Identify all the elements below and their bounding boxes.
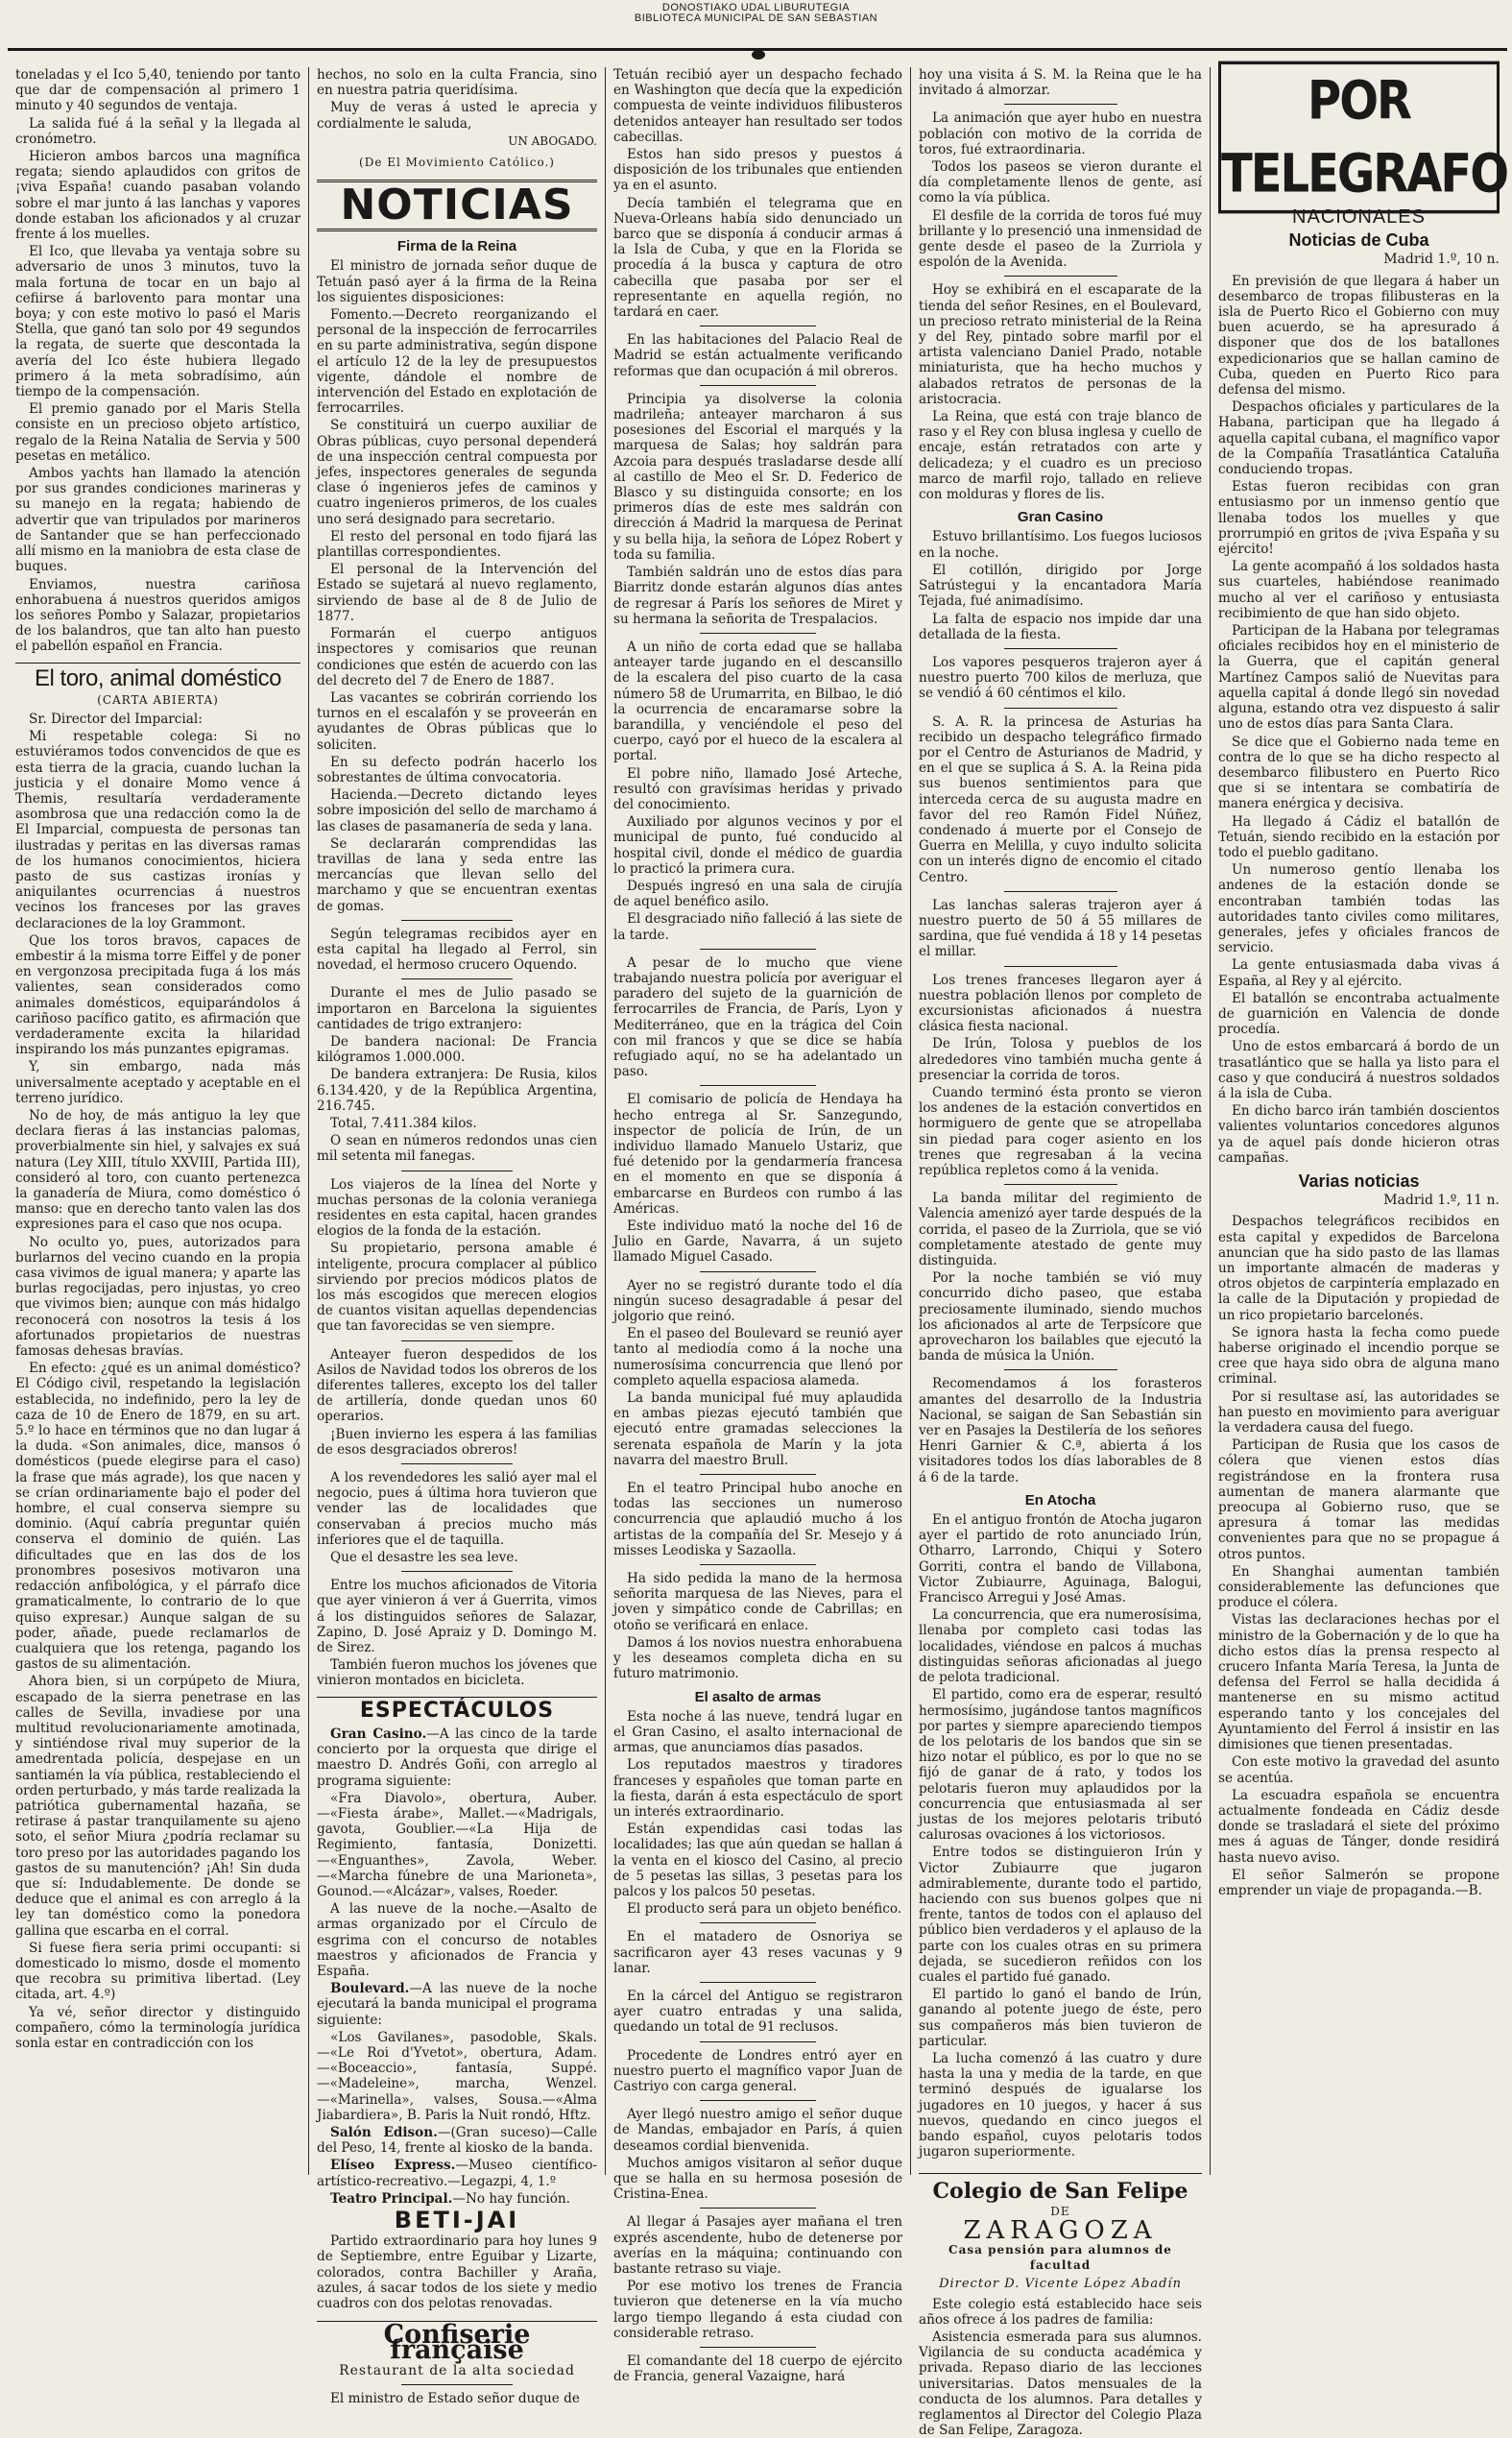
paragraph: Enviamos, nuestra cariñosa enhorabuena á nuestros queridos amigos los señores Pombo y Salazar, propietarios de los balandros, que tan alto han puesto el pabellón español en Francia. bbox=[15, 576, 300, 655]
separator bbox=[700, 1982, 815, 1983]
listing-head: Gran Casino. bbox=[330, 1726, 427, 1742]
paragraph: El cotillón, dirigido por Jorge Satrústegui y la encantadora María Tejada, fué animadísimo. bbox=[919, 562, 1202, 610]
paragraph: Con este motivo la gravedad del asunto se acentúa. bbox=[1218, 1754, 1500, 1786]
paragraph: La salida fué á la señal y la llegada al cronómetro. bbox=[15, 115, 300, 147]
paragraph: Estuvo brillantísimo. Los fuegos luciosos en la noche. bbox=[919, 529, 1202, 561]
paragraph: La Reina, que está con traje blanco de raso y el Rey con blusa inglesa y cuello de encaje, están retratados con arte y delicadeza; y el cuadro es un precioso marco de marfil rojo, tallado en relieve con molduras y flores de lis. bbox=[919, 409, 1202, 503]
separator bbox=[700, 1085, 815, 1086]
paragraph: Anteayer fueron despedidos de los Asilos de Navidad todos los obreros de los diferentes talleres, excepto los del taller de artillería, donde quedan unos 60 operarios. bbox=[317, 1346, 597, 1425]
salutation: Sr. Director del Imparcial: bbox=[29, 711, 203, 727]
paragraph: También saldrán uno de estos días para Biarritz donde estarán algunos días antes de regresar á París los señores de Miret y su hermana la señorita de Trespalacios. bbox=[613, 565, 902, 627]
separator bbox=[1004, 891, 1117, 892]
paragraph: Según telegramas recibidos ayer en esta capital ha llegado al Ferrol, sin novedad, el hermoso crucero Oquendo. bbox=[317, 926, 597, 974]
paragraph: Entre los muchos aficionados de Vitoria que ayer vinieron á ver á Guerrita, vimos á los distinguidos señores de Salazar, Zapino, D. José Apraiz y D. Domingo M. de Sirez. bbox=[317, 1578, 597, 1656]
column-2 bbox=[308, 67, 605, 2406]
paragraph: Entre todos se distinguieron Irún y Victor Zubiaurre que jugaron admirablemente, durante todo el partido, haciendo con sus buenos golpes que ni frente, tantos de todos con el aplauso del público bien verdaderos y el aplauso de la parte con los cuales otras en su primera dejada, se sucedieron reñidos con los cuales el partido fué ganado. bbox=[919, 1845, 1202, 1985]
column-4 bbox=[910, 67, 1210, 2438]
separator bbox=[1004, 708, 1117, 709]
paragraph: El señor Salmerón se propone emprender un viaje de propaganda.—B. bbox=[1218, 1867, 1500, 1898]
paragraph: O sean en números redondos unas cien mil setenta mil fanegas. bbox=[317, 1133, 597, 1165]
listing-text: —A las nueve de la noche ejecutará la banda municipal el programa siguiente: bbox=[317, 1981, 597, 2028]
paragraph: Mi respetable colega: Si no estuviéramos todos convencidos de que es esta tierra de la gracia, cuando luchan la justicia y el donaire Momo vence á Themis, resultaría verdaderamente asombrosa que una redacción como la de El Imparcial, compuesta de personas tan ilustradas y peritas en las diversas ramas de los humanos conocimientos, hiciera pasto de sus castizas ironías y aniquilantes ocurrencias á nuestros vecinos los franceses por las graves declaraciones de la loy Grammont. bbox=[15, 729, 300, 931]
header-ornament-icon bbox=[752, 50, 765, 60]
paragraph: Un numeroso gentío llenaba los andenes de la estación donde se encontraban también todas las autoridades tanto civiles como militares, generales, jefes y oficiales francos de servicio. bbox=[1218, 862, 1500, 956]
separator bbox=[700, 1564, 815, 1565]
separator bbox=[401, 1463, 514, 1464]
paragraph: De bandera nacional: De Francia kilógramos 1.000.000. bbox=[317, 1033, 597, 1066]
paragraph: En dicho barco irán también doscientos valientes voluntarios concedores algunos ya de aquel país donde hicieron otras campañas. bbox=[1218, 1103, 1500, 1166]
listing-text: —Museo científico-artístico-recreativo.—Legazpi, 4, 1.º bbox=[317, 2158, 597, 2189]
listing-head: Elíseo Express. bbox=[330, 2158, 456, 2174]
paragraph: Que los toros bravos, capaces de embestir á la misma torre Eiffel y de poner en vergonzosa precipitada fuga á los más valientes, sean considerados como animales domésticos, equiparándolos á cariñoso pacífico gatito, es afirmación que verdaderamente excita la hilaridad inspirando los más punzantes epigramas. bbox=[15, 932, 300, 1058]
casino-title: Gran Casino bbox=[1017, 509, 1104, 526]
separator bbox=[1004, 104, 1117, 105]
paragraph: Por ese motivo los trenes de Francia tuvieron que detenerse en la vía mucho largo tiempo llegando á esta ciudad con considerable retraso. bbox=[613, 2279, 902, 2341]
confiserie-subtitle: Restaurant de la alta sociedad bbox=[339, 2362, 575, 2378]
separator bbox=[700, 2347, 815, 2348]
paragraph: Se ignora hasta la fecha como puede haberse originado el incendio porque se cree que haya sido obra de alguna mano criminal. bbox=[1218, 1324, 1500, 1388]
paragraph: Ha sido pedida la mano de la hermosa señorita marquesa de las Nieves, para el joven y simpático conde de Cabrillas; en otoño se verificará en enlace. bbox=[613, 1571, 902, 1633]
paragraph: Asistencia esmerada para sus alumnos. Vigilancia de su conducta académica y privada. Repaso diario de las lecciones universitarias. Datos mensuales de la conducta de los alumnos. Para detalles y reglamentos al Director del Colegio Plaza de San Felipe, Zaragoza. bbox=[919, 2329, 1202, 2438]
paragraph: En previsión de que llegara á haber un desembarco de tropas filibusteras en la isla de Puerto Rico el Gobierno con muy buen acuerdo, se ha apresurado á disponer que dos de los batallones expedicionarios que se hallan camino de Cuba, queden en Puerto Rico para defensa del mismo. bbox=[1218, 273, 1500, 398]
paragraph: La gente acompañó á los soldados hasta sus cuarteles, habiéndose reanimado mucho al ver el cariñoso y entusiasta recibimiento de que han sido objeto. bbox=[1218, 559, 1500, 621]
paragraph: ¡Buen invierno les espera á las familias de esos desgraciados obreros! bbox=[317, 1426, 597, 1458]
paragraph: Principia ya disolverse la colonia madrileña; anteayer marcharon á sus posesiones del Escorial el marqués y la marquesa de Salas; hoy saldrán para Azcoia para después trasladarse desde allí al castillo de Meo el Sr. D. Federico de Blasco y su distinguida consorte; en los primeros días de este mes saldrán con dirección á Madrid la marquesa de Perinat y su bella hija, la señora de López Robert y toda su familia. bbox=[613, 391, 902, 563]
paragraph: Ayer no se registró durante todo el día ningún suceso desagradable á pesar del jolgorio que reinó. bbox=[613, 1277, 902, 1325]
separator bbox=[401, 978, 514, 979]
paragraph: Formarán el cuerpo antiguos inspectores y comisarios que reunan condiciones que estén de acuerdo con las del decreto del 7 de Enero de 1887. bbox=[317, 626, 597, 688]
paragraph: La animación que ayer hubo en nuestra población con motivo de la corrida de toros, fué extraordinaria. bbox=[919, 110, 1202, 157]
colegio-title: Colegio de San Felipe bbox=[919, 2173, 1202, 2199]
paragraph: Están expendidas casi todas las localidades; las que aún quedan se hallan á la venta en el kiosco del Casino, al precio de 5 pesetas las sillas, 3 pesetas para los palcos y los palcos 50 pesetas. bbox=[613, 1822, 902, 1899]
paragraph: Que el desastre les sea leve. bbox=[330, 1550, 518, 1566]
article-title-toro: El toro, animal doméstico bbox=[15, 663, 300, 687]
separator bbox=[700, 949, 815, 950]
paragraph: Se declararán comprendidas las travillas de lana y seda entre las mercancías que llevan sello del marchamo y que se encuentran exentas de gomas. bbox=[317, 835, 597, 914]
paragraph: «Los Gavilanes», pasodoble, Skals.—«Le Roi d'Yvetot», obertura, Adam.—«Boceaccio», fantasía, Suppé.—«Madeleine», marcha, Wenzel.—«Marinella», valses, Sousa.—«Alma Jiabardiera», B. Paris la Nuit rondó, Hftz. bbox=[317, 2029, 597, 2123]
paragraph: Se constituirá un cuerpo auxiliar de Obras públicas, cuyo personal dependerá de una inspección central compuesta por jefes, inspectores generales de segunda clase ó ingenieros jefes de caminos y cuatro ingenieros primeros, de los cuales uno será designado para secretario. bbox=[317, 418, 597, 527]
paragraph: Los viajeros de la línea del Norte y muchas personas de la colonia veraniega residentes en esta capital, hacen grandes elogios de la fonda de la estación. bbox=[317, 1176, 597, 1240]
paragraph: Procedente de Londres entró ayer en nuestro puerto el magnífico vapor Juan de Castriyo con carga general. bbox=[613, 2047, 902, 2094]
varias-title: Varias noticias bbox=[1298, 1171, 1420, 1191]
separator bbox=[700, 633, 815, 634]
paragraph: A las nueve de la noche.—Asalto de armas organizado por el Círculo de esgrima con el concurso de notables maestros y aficionados de Francia y España. bbox=[317, 1901, 597, 1979]
paragraph: El premio ganado por el Maris Stella consiste en un precioso objeto artístico, regalo de la Reina Natalia de Servia y 500 pesetas en metálico. bbox=[15, 401, 300, 464]
separator bbox=[1004, 1184, 1117, 1185]
paragraph: De bandera extranjera: De Rusia, kilos 6.134.420, y de la República Argentina, 216.745. bbox=[317, 1067, 597, 1114]
separator bbox=[401, 2384, 514, 2385]
colegio-director: Director D. Vicente López Abadín bbox=[939, 2277, 1182, 2292]
paragraph: El personal de la Intervención del Estado se sujetará al nuevo reglamento, sirviendo de base al de 8 de Julio de 1877. bbox=[317, 562, 597, 624]
newspaper-page bbox=[8, 67, 1508, 2438]
paragraph: En las habitaciones del Palacio Real de Madrid se están actualmente verificando reformas que dan ocupación á mil obreros. bbox=[613, 332, 902, 379]
paragraph: A pesar de lo mucho que viene trabajando nuestra policía por averiguar el paradero del sujeto de la guarnición de ferrocarriles de Francia, de París, Lyon y Mediterráneo, que en la trágica del Coin con mil francos y que se dice se había refugiado aquí, no se ha adelantado un paso. bbox=[613, 954, 902, 1080]
listing-head: Salón Edison. bbox=[330, 2124, 438, 2140]
espectaculos-title: ESPECTÁCULOS bbox=[317, 1697, 597, 1719]
paragraph: Este individuo mató la noche del 16 de Julio en Garde, Navarra, á un sujeto llamado Miguel Casado. bbox=[613, 1219, 902, 1266]
paragraph: Ambos yachts han llamado la atención por sus grandes condiciones marineras y su manejo en la regata; habiendo de advertir que van tripulados por marineros de Santander que se han perfeccionado allí mismo en la maniobra de esta clase de buques. bbox=[15, 466, 300, 575]
paragraph: Fomento.—Decreto reorganizando el personal de la inspección de ferrocarriles en su parte administrativa, según dispone el artículo 12 de la ley de presupuestos vigente, dándole el nombre de intervención del Estado en explotación de ferrocarriles. bbox=[317, 307, 597, 417]
paragraph: La falta de espacio nos impide dar una detallada de la fiesta. bbox=[919, 611, 1202, 642]
separator bbox=[700, 1922, 815, 1923]
separator bbox=[401, 1571, 514, 1572]
paragraph: Cuando terminó ésta pronto se vieron los andenes de la estación convertidos en hormiguero de gente que se atropellaba sin piedad para coger asiento en los trenes que regresaban á la vecina república repletos como á la venida. bbox=[919, 1084, 1202, 1178]
dateline: Madrid 1.º, 11 n. bbox=[1383, 1193, 1500, 1209]
cuba-title: Noticias de Cuba bbox=[1288, 230, 1429, 251]
separator bbox=[700, 1271, 815, 1272]
paragraph: El comandante del 18 cuerpo de ejército de Francia, general Vazaigne, hará bbox=[613, 2354, 902, 2385]
paragraph: Despachos telegráficos recibidos en esta capital y expedidos de Barcelona anuncian que ha sido pasto de las llamas un importante almacén de maderas y otros objetos de carpintería emplazado en la calle de la Diputación y propiedad de un rico propietario barcelonés. bbox=[1218, 1214, 1500, 1323]
paragraph: De Irún, Tolosa y pueblos de los alrededores vino también mucha gente á presenciar la corrida de toros. bbox=[919, 1036, 1202, 1083]
listing-text: —No hay función. bbox=[452, 2190, 570, 2207]
paragraph: El desfile de la corrida de toros fué muy brillante y lo presenció una inmensidad de gente desde el paseo de la Zurriola y espolón de la Avenida. bbox=[919, 207, 1202, 271]
paragraph: hechos, no solo en la culta Francia, sino en nuestra patria queridísima. bbox=[317, 67, 597, 99]
paragraph: Ya vé, señor director y distinguido compañero, cómo la terminología jurídica sonla estar en contradicción con los bbox=[15, 2004, 300, 2051]
asalto-title: El asalto de armas bbox=[694, 1688, 822, 1705]
paragraph: El comisario de policía de Hendaya ha hecho entrega al Sr. Sanzegundo, inspector de policía de Irún, de un individuo llamado Manuelo Ustariz, que fué detenido por la gendarmería francesa en el momento en que se disponía á embarcarse en Burdeos con rumbo á las Américas. bbox=[613, 1092, 902, 1217]
firma-title: Firma de la Reina bbox=[396, 238, 517, 255]
nacionales-subtitle: NACIONALES bbox=[1292, 206, 1426, 228]
separator bbox=[700, 2041, 815, 2042]
archive-stamp bbox=[0, 3, 1512, 24]
paragraph: «Fra Diavolo», obertura, Auber.—«Fiesta árabe», Mallet.—«Madrigals, gavota, Goublier.—«La Hija de Regimiento, fantasía, Donizetti.—«Enguanthes», Zavola, Weber.—«Marcha fúnebre de una Marioneta», Gounod.—«Alcázar», valses, Roeder. bbox=[317, 1790, 597, 1899]
atocha-title: En Atocha bbox=[1024, 1491, 1096, 1509]
paragraph: Su propietario, persona amable é inteligente, procura complacer al público sirviendo por precios módicos platos de los más escogidos que merecen elogios de cuantos visitan aquellas dependencias que tan favorecidas se ven siempre. bbox=[317, 1241, 597, 1335]
paragraph: Recomendamos á los forasteros amantes del desarrollo de la Industria Nacional, se saigan de San Sebastián sin ver en Pasajes la Destilería de los señores Henri Garnier & C.ª, abierta á los visitadores todos los días laborables de 8 á 6 de la tarde. bbox=[919, 1376, 1202, 1485]
paragraph: Ha llegado á Cádiz el batallón de Tetuán, siendo recibido en la estación por todo el pueblo gaditano. bbox=[1218, 813, 1500, 860]
paragraph: No oculto yo, pues, autorizados para burlarnos del vecino cuando en la propia casa vivimos de igual manera; y aparte las burlas regocijadas, pero injustas, yo creo que vivimos bien; aunque con más hidalgo reconocerá con nosotros la tesis á los afortunados propietarios de nuestras famosas dehesas bravías. bbox=[15, 1234, 300, 1360]
paragraph: Estas fueron recibidas con gran entusiasmo por un inmenso gentío que llenaba todos los muelles y que prorrumpió en gritos de ¡viva España y su ejército! bbox=[1218, 479, 1500, 558]
separator bbox=[1004, 276, 1117, 277]
paragraph: La concurrencia, que era numerosísima, llenaba por completo casi todas las localidades, viéndose en palcos á muchas distinguidas señoras aficionadas al juego de pelota tradicional. bbox=[919, 1607, 1202, 1686]
paragraph: La banda municipal fué muy aplaudida en ambas piezas ejecutó también que ejecutó entre gramadas selecciones la serenata española de Marín y la jota navarra del maestro Brull. bbox=[613, 1390, 902, 1468]
paragraph: Todos los paseos se vieron durante el día completamente llenos de gente, así como la vía pública. bbox=[919, 159, 1202, 206]
paragraph: Después ingresó en una sala de cirujía de aquel benéfico asilo. bbox=[613, 878, 902, 910]
paragraph: La lucha comenzó á las cuatro y dure hasta la una y media de la tarde, en que terminó después de igualarse los jugadores en 10 juegos, y hacer á sus nuevos, quedando en cinco juegos el bando español, cuyos pelotaris todos jugaron superiormente. bbox=[919, 2050, 1202, 2160]
confiserie-title: Confiserie française bbox=[317, 2321, 597, 2358]
paragraph: En efecto: ¿qué es un animal doméstico? El Código civil, respetando la legislación establecida, no indefinido, pero la ley de caza de 10 de Enero de 1879, en su art. 5.º lo hace en términos que no dan lugar á la duda. «Son animales, dice, mansos ó domésticos (puede elegirse para el caso) la frase que más agrade), los que nacen y se crían ordinariamente bajo el poder del hombre, el cual conserva siempre su dominio. (Aquí cabría preguntar quién conserva el dominio de quién. Las dificultades que en las dos de los pronombres posesivos motivaron una redacción anfibológica, y el párrafo dice gramaticalmente, lo contrario de lo que quiso expresar.) Aunque salgan de su poder, añade, puede reclamarlos de cualquiera que los retenga, pagando los gastos de su alimentación. bbox=[15, 1361, 300, 1673]
paragraph: Muchos amigos visitaron al señor duque que se halla en su hermosa posesión de Cristina-Enea. bbox=[613, 2155, 902, 2203]
paragraph: Si fuese fiera seria primi occupanti: si domesticado lo mismo, dosde el momento que recobra su primitiva libertad. (Ley citada, art. 4.º) bbox=[15, 1940, 300, 2003]
paragraph: No de hoy, de más antiguo la ley que declara fieras á las instancias palomas, proverbialmente sin hiel, y salvajes ex suá natura (Ley XIII, título XXVIII, Partida III), consideró al toro, con cuanto pertenezca la ganadería de Miura, como doméstico ó manso: que en derecho tanto valen las dos expresiones para el caso que nos ocupa. bbox=[15, 1108, 300, 1233]
paragraph: Muy de veras á usted le aprecia y cordialmente le saluda, bbox=[317, 100, 597, 132]
paragraph: Damos á los novios nuestra enhorabuena y les deseamos completa dicha en su futuro matrimonio. bbox=[613, 1634, 902, 1682]
column-1 bbox=[8, 67, 308, 2175]
separator bbox=[1004, 1369, 1117, 1370]
paragraph: La banda militar del regimiento de Valencia amenizó ayer tarde después de la corrida, el paseo de la Zurriola, que se vió completamente atestado de gente muy distinguida. bbox=[919, 1191, 1202, 1269]
paragraph: Decía también el telegrama que en Nueva-Orleans había sido denunciado un barco que se disponía á conducir armas á la Isla de Cuba, y que en la Florida se procedía á la busca y captura de otro cabecilla que pasaba por ser el representante en aquella región, no tardará en caer. bbox=[613, 195, 902, 321]
paragraph: Partido extraordinario para hoy lunes 9 de Septiembre, entre Eguibar y Lizarte, colorados, contra Bachiller y Araña, azules, á sacar todos de los siete y medio cuadros con dos pelotas renovadas. bbox=[317, 2233, 597, 2311]
signer: UN ABOGADO. bbox=[508, 133, 597, 148]
colegio-city: ZARAGOZA bbox=[963, 2215, 1158, 2245]
paragraph: El partido, como era de esperar, resultó hermosísimo, jugándose tantos magníficos por partes y siempre apareciendo tiempos de los pelotaris de los bandos que sin se hizo notar el público, es por lo que no se fijó de ganar de á rato, y todos los pelotaris fueron muy aplaudidos por la concurrencia que entusiasmada al ser justas de los mejores pelotaris tributó calurosas ovaciones á los victoriosos. bbox=[919, 1687, 1202, 1844]
paragraph: Este colegio está establecido hace seis años ofrece á los padres de familia: bbox=[919, 2296, 1202, 2328]
separator bbox=[1004, 966, 1117, 967]
paragraph: El Ico, que llevaba ya ventaja sobre su adversario de unos 3 minutos, tuvo la mala fortuna de tocar en un bajo al cefiirse á barlovento para montar una boya; y con este motivo lo pasó el Maris Stella, que ganó tan solo por 49 segundos la regata, de suerte que descontada la avería del Ico éste hubiera llegado primero á la meta sobradísimo, aún tiempo de la compensación. bbox=[15, 244, 300, 400]
paragraph: Y, sin embargo, nada más universalmente aceptado y aceptable en el terreno jurídico. bbox=[15, 1059, 300, 1106]
paragraph: Los trenes franceses llegaron ayer á nuestra población llenos por completo de excursionistas aficionados á nuestra clásica fiesta nacional. bbox=[919, 972, 1202, 1035]
paragraph: En el paseo del Boulevard se reunió ayer tanto al mediodía como á la noche una numerosísima concurrencia que llenó por completo aquella espaciosa alameda. bbox=[613, 1326, 902, 1388]
paragraph: El partido lo ganó el bando de Irún, ganando al potente juego de éste, pero sus compañeros más bien tuvieron de particular. bbox=[919, 1987, 1202, 2049]
paragraph: Ahora bien, si un corpúpeto de Miura, escapado de la sierra penetrase en las calles de Sevilla, invadiese por una multitud revolucionariamente amotinada, y sintiéndose rival muy superior de la amedrentada policía, despejase en un santiamén la vía pública, restableciendo el orden perturbado, y más tarde realizada la patriótica gubernamental hazaña, se retirase á pastar tranquilamente su ajeno soto, el señor Miura ¿podría reclamar su toro preso por las autoridades pagando los gastos de su manutención? ¡Ah! Sin duda que sí: Indudablemente. De donde se deduce que el animal es con arreglo á la ley tan doméstico como la ponedora gallina que escarba en el corral. bbox=[15, 1674, 300, 1939]
separator bbox=[700, 2100, 815, 2101]
paragraph: Hacienda.—Decreto dictando leyes sobre imposición del sello de marchamo á las clases de pasamanería de seda y lana. bbox=[317, 787, 597, 834]
paragraph: En su defecto podrán hacerlo los sobrestantes de última convocatoria. bbox=[317, 754, 597, 785]
archive-stamp-line2: BIBLIOTECA MUNICIPAL DE SAN SEBASTIAN bbox=[634, 12, 878, 24]
paragraph: En Shanghai aumentan también considerablemente las defunciones que produce el cólera. bbox=[1218, 1563, 1500, 1611]
paragraph: Las lanchas saleras trajeron ayer á nuestro puerto de 50 á 55 millares de sardina, que fué vendida á 18 y 14 pesetas el millar. bbox=[919, 897, 1202, 960]
listing-head: Teatro Principal. bbox=[330, 2190, 453, 2207]
paragraph: El producto será para un objeto benéfico. bbox=[627, 1901, 902, 1918]
paragraph: El pobre niño, llamado José Arteche, resultó con gravísimas heridas y privado del conocimiento. bbox=[613, 765, 902, 812]
paragraph: Las vacantes se cobrirán corriendo los turnos en el escalafón y se proveerán en ayudantes de Obras públicas que lo soliciten. bbox=[317, 689, 597, 753]
paragraph: hoy una visita á S. M. la Reina que le ha invitado á almorzar. bbox=[919, 67, 1202, 99]
paragraph: Hicieron ambos barcos una magnífica regata; siendo aplaudidos con gritos de ¡viva España! cuando pasaban volando sobre el mar junto á las lanchas y vapores donde estaban los aficionados y al cruzar frente á los muelles. bbox=[15, 149, 300, 243]
source-note: (De El Movimiento Católico.) bbox=[359, 156, 555, 170]
paragraph: El batallón se encontraba actualmente de guarnición en Valencia de donde procedía. bbox=[1218, 990, 1500, 1038]
paragraph: El ministro de jornada señor duque de Tetuán pasó ayer á la firma de la Reina los siguientes disposiciones: bbox=[317, 258, 597, 305]
noticias-title: NOTICIAS bbox=[317, 180, 597, 231]
paragraph: El desgraciado niño falleció á las siete de la tarde. bbox=[613, 911, 902, 943]
por-telegrafo-title: POR TELEGRAFO bbox=[1218, 61, 1500, 214]
paragraph: La escuadra española se encuentra actualmente fondeada en Cádiz desde donde se trasladará el siete del próximo mes á aguas de Tánger, donde residirá hasta nuevo aviso. bbox=[1218, 1787, 1500, 1866]
separator bbox=[401, 920, 514, 921]
paragraph: En el antiguo frontón de Atocha jugaron ayer el partido de roto anunciado Irún, Otharro, Larrondo, Chiqui y Sotero Gorriti, contra el bando de Villabona, Victor Zubiaurre, Aguinaga, Balogui, Francisco Arregui y José Amas. bbox=[919, 1512, 1202, 1606]
paragraph: Al llegar á Pasajes ayer mañana el tren exprés ascendente, hubo de detenerse por averías en la máquina; continuando con bastante retraso su viaje. bbox=[613, 2214, 902, 2277]
paragraph: Total, 7.411.384 kilos. bbox=[330, 1115, 477, 1131]
paragraph: A un niño de corta edad que se hallaba anteayer tarde jugando en el descansillo de la escalera del piso cuarto de la casa número 58 de Urumarrita, en Bilbao, le dió la ocurrencia de encaramarse sobre la barandilla, y venciéndole el peso del cuerpo, cayó por el hueco de la escalera al portal. bbox=[613, 639, 902, 764]
listing-text: —(Gran suceso)—Calle del Peso, 14, frente al kiosko de la banda. bbox=[317, 2124, 597, 2157]
paragraph: S. A. R. la princesa de Asturias ha recibido un despacho telegráfico firmado por el Centro de Asturianos de Madrid, y en el que se suplica á S. A. la Reina pida sus buenos sentimientos para que interceda cerca de su augusta madre en favor del reo Ramón Fidel Núñez, condenado á muerte por el Consejo de Guerra en Melilla, y cuyo indulto solicita con un interés digno de encomio el citado Centro. bbox=[919, 713, 1202, 885]
archive-stamp-line1: DONOSTIAKO UDAL LIBURUTEGIA bbox=[661, 2, 851, 13]
paragraph: toneladas y el Ico 5,40, teniendo por tanto que dar de compensación al primero 1 minuto y 40 segundos de ventaja. bbox=[15, 67, 300, 114]
listing-text: —A las cinco de la tarde concierto por la orquesta que dirige el maestro D. Andrés Goñi, con arreglo al programa siguiente: bbox=[317, 1726, 597, 1789]
separator bbox=[700, 385, 815, 386]
paragraph: Durante el mes de Julio pasado se importaron en Barcelona la siguientes cantidades de trigo extranjero: bbox=[317, 985, 597, 1032]
paragraph: Los reputados maestros y tiradores franceses y españoles que toman parte en la fiesta, darán á esta espectáculo de sport un interés extraordinario. bbox=[613, 1757, 902, 1820]
open-letter-label: (CARTA ABIERTA) bbox=[97, 692, 219, 707]
paragraph: En el matadero de Osnoriya se sacrificaron ayer 43 reses vacunas y 9 lanar. bbox=[613, 1929, 902, 1976]
betijai-title: BETI-JAI bbox=[394, 2206, 520, 2233]
paragraph: Esta noche á las nueve, tendrá lugar en el Gran Casino, el asalto internacional de armas, que anunciamos días pasados. bbox=[613, 1708, 902, 1756]
separator bbox=[700, 2208, 815, 2209]
listing-head: Boulevard. bbox=[330, 1981, 410, 1997]
paragraph: Despachos oficiales y particulares de la Habana, participan que ha llegado á aquella capital cubana, el magnífico vapor de la Compañía Trasatlántica Cataluña conduciendo tropas. bbox=[1218, 399, 1500, 478]
paragraph: El resto del personal en todo fijará las plantillas correspondientes. bbox=[317, 528, 597, 561]
paragraph: Ayer llegó nuestro amigo el señor duque de Mandas, embajador en París, á quien deseamos cordial bienvenida. bbox=[613, 2107, 902, 2154]
paragraph: También fueron muchos los jóvenes que vinieron montados en bicicleta. bbox=[317, 1657, 597, 1689]
paragraph: Tetuán recibió ayer un despacho fechado en Washington que decía que la expedición compuesta de veinte individuos filibusteros detenidos anteayer han resultado ser todos cabecillas. bbox=[613, 67, 902, 145]
paragraph: Por si resultase así, las autoridades se han puesto en movimiento para averiguar la verdadera causa del fuego. bbox=[1218, 1388, 1500, 1436]
paragraph: En la cárcel del Antiguo se registraron ayer cuatro entradas y una salida, quedando un total de 91 reclusos. bbox=[613, 1988, 902, 2036]
paragraph: Los vapores pesqueros trajeron ayer á nuestro puerto 700 kilos de merluza, que se vendió á 60 céntimos el kilo. bbox=[919, 654, 1202, 702]
column-5 bbox=[1210, 67, 1507, 2175]
colegio-de: DE bbox=[1050, 2204, 1070, 2218]
paragraph: Auxiliado por algunos vecinos y por el municipal de punto, fué conducido al hospital civil, donde el médico de guardia lo practicó la primera cura. bbox=[613, 814, 902, 877]
paragraph: Participan de Rusia que los casos de cólera que vienen estos días registrándose en la frontera rusa aumentan de manera alarmante que preocupa al Gobierno ruso, que se apresura á tomar las medidas convenientes para que no se propague á otros puntos. bbox=[1218, 1437, 1500, 1562]
paragraph: Se dice que el Gobierno nada teme en contra de lo que se ha dicho respecto al desembarco filibustero en Puerto Rico que si se intentara se combatiría de manera enérgica y decisiva. bbox=[1218, 734, 1500, 812]
colegio-subtitle: Casa pensión para alumnos de facultad bbox=[948, 2243, 1172, 2273]
paragraph: La gente entusiasmada daba vivas á España, al Rey y al ejército. bbox=[1218, 957, 1500, 989]
paragraph: Uno de estos embarcará á bordo de un trasatlántico que se halla ya listo para el caso y que conducirá á nuestros soldados á la isla de Cuba. bbox=[1218, 1039, 1500, 1101]
column-3 bbox=[605, 67, 910, 2385]
paragraph: El ministro de Estado señor duque de bbox=[330, 2390, 580, 2406]
paragraph: Participan de la Habana por telegramas oficiales recibidos hoy en el ministerio de la Guerra, que el capitán general Martínez Campos salió de Nuevitas para aquella capital á donde llegó sin novedad alguna, estando otra vez dispuesto á salir uno de estos días para Santa Clara. bbox=[1218, 623, 1500, 733]
separator bbox=[700, 1474, 815, 1475]
paragraph: Por la noche también se vió muy concurrido dicho paseo, que estaba preciosamente iluminado, siendo muchos los aficionados al arte de Terpsícore que aprovecharon los bailables que ejecutó la banda de música la Unión. bbox=[919, 1270, 1202, 1364]
paragraph: Hoy se exhibirá en el escaparate de la tienda del señor Resines, en el Boulevard, un precioso retrato ministerial de la Reina y del Rey, pintado sobre marfil por el artista valenciano Daniel Prado, notable miniaturista, que ha hecho muchos y alabados retratos de personas de la aristocracia. bbox=[919, 282, 1202, 407]
paragraph: A los revendedores les salió ayer mal el negocio, pues á última hora tuvieron que vender las de localidades que conservaban á precios mucho más inferiores que el de taquilla. bbox=[317, 1470, 597, 1548]
paragraph: En el teatro Principal hubo anoche en todas las secciones un numeroso concurrencia que aplaudió mucho á los artistas de la compañía del Sr. Mesejo y á misses Leodiska y Sazaolla. bbox=[613, 1481, 902, 1558]
dateline: Madrid 1.º, 10 n. bbox=[1383, 252, 1500, 268]
separator bbox=[1004, 648, 1117, 649]
paragraph: Estos han sido presos y puestos á disposición de los tribunales que entienden ya en el asunto. bbox=[613, 147, 902, 194]
paragraph: Vistas las declaraciones hechas por el ministro de la Gobernación y de lo que ha dicho estos días la prensa respecto al crucero Infanta María Teresa, la Junta de defensa del Ferrol se halla decidida á mantenerse en su mismo actitud esperando tanto y los concejales del Ayuntamiento del Ferrol á insistir en las dimisiones que tienen presentadas. bbox=[1218, 1612, 1500, 1753]
separator bbox=[401, 1340, 514, 1341]
